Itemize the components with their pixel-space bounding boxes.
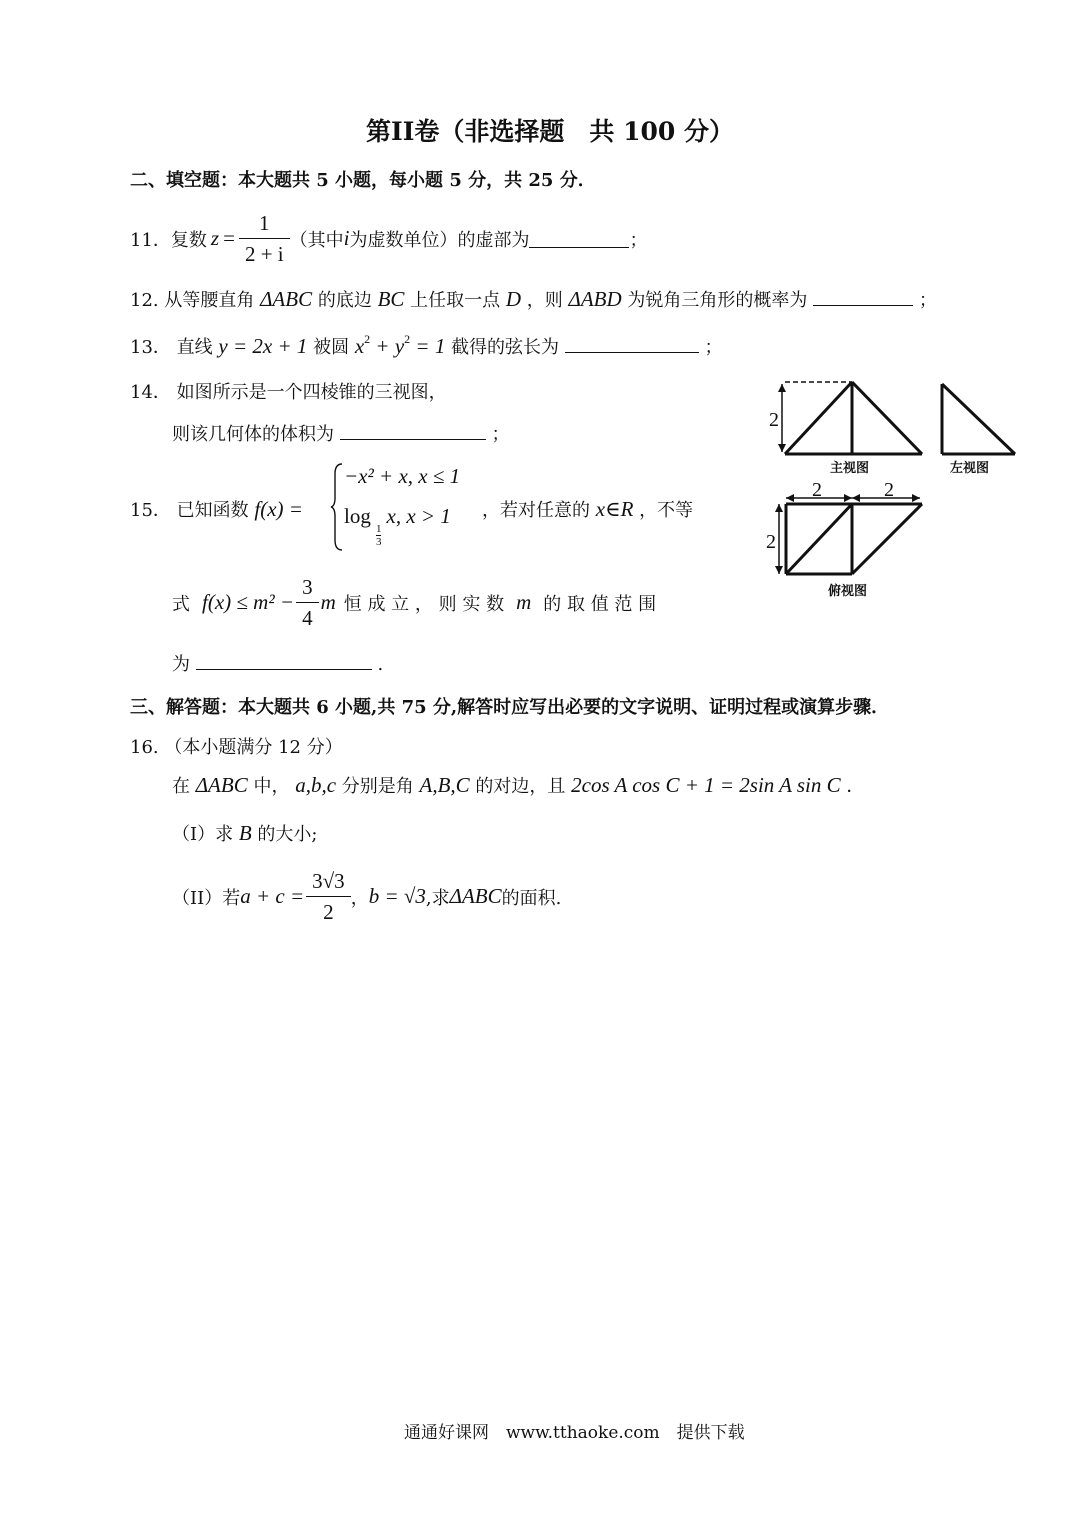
question-end: ． (846, 776, 865, 797)
question-text: 被圆 (313, 337, 350, 358)
log-base-numerator: 1 (375, 523, 382, 535)
fraction-denominator: 2 + i (244, 242, 284, 266)
question-number: 15． (130, 500, 171, 521)
question-text: 式 (172, 593, 190, 615)
math-var: m (516, 590, 532, 614)
math-var: z (210, 226, 220, 250)
question-15-line3 (172, 650, 383, 676)
fraction-numerator: 3 (296, 572, 319, 603)
question-text: 的大小; (257, 824, 318, 845)
math-var: i (343, 226, 350, 250)
question-15-line2 (172, 572, 656, 633)
arrow-down-icon (778, 444, 786, 452)
page-footer: 通通好课网 www.tthaoke.com 提供下载 (404, 1423, 745, 1443)
arrow-up-icon (775, 504, 783, 512)
math-expr: ΔABC (260, 287, 313, 311)
question-text: 直线 (176, 337, 213, 358)
question-text: 为 (172, 654, 190, 675)
math-expr: x, x > 1 (386, 504, 451, 528)
fraction (296, 572, 319, 633)
question-text: 已知函数 (176, 500, 249, 521)
fraction-numerator: 3√3 (306, 866, 351, 897)
arrow-right-icon (844, 494, 852, 502)
section2-heading: 二、填空题：本大题共 5 小题，每小题 5 分，共 25 分． (130, 170, 596, 191)
question-end: ； (629, 229, 648, 251)
top-view (775, 494, 922, 574)
question-text: （II）若 (172, 887, 241, 909)
math-expr: ΔABC (449, 884, 502, 908)
math-expr: a,b,c (295, 773, 337, 797)
question-text: 中， (253, 776, 290, 797)
top-diagonal-right (852, 504, 922, 574)
front-left-edge (785, 382, 852, 454)
fraction (306, 866, 351, 927)
question-text: 如图所示是一个四棱锥的三视图， (176, 382, 447, 403)
front-view-caption: 主视图 (830, 461, 870, 476)
question-end: ； (704, 337, 723, 358)
fraction-numerator: 1 (239, 208, 290, 239)
math-exponent: 2 (404, 332, 411, 346)
question-number: 11． (130, 229, 171, 251)
question-text: 分别是角 (341, 776, 414, 797)
math-expr: f(x) ≤ m² − (202, 590, 295, 614)
question-text: 则该几何体的体积为 (172, 424, 334, 445)
top-view-caption: 俯视图 (828, 584, 868, 599)
math-exponent: 2 (364, 332, 371, 346)
question-text: 恒 成 立 ， 则 实 数 (343, 593, 505, 615)
log-function: log (344, 504, 371, 528)
math-rhs: = 1 (410, 334, 446, 358)
math-op: = (223, 226, 235, 250)
question-text: 为虚数单位）的虚部为 (349, 229, 530, 251)
math-var: m (320, 590, 336, 614)
math-expr: 2cos A cos C + 1 = 2sin A sin C (571, 773, 841, 797)
arrow-left-icon (786, 494, 794, 502)
question-end: ； (491, 424, 510, 445)
arrow-up-icon (778, 384, 786, 392)
log-base (376, 523, 382, 548)
dim-label: 2 (766, 531, 776, 553)
question-text: ,求 (425, 887, 450, 909)
top-diagonal-left (786, 504, 852, 574)
side-hypotenuse (942, 384, 1015, 454)
math-expr (355, 334, 446, 358)
question-text: 在 (172, 776, 190, 797)
question-number: 12. (130, 290, 159, 311)
answer-blank[interactable] (813, 287, 913, 306)
question-text: ， (350, 887, 369, 909)
question-16-part2 (172, 866, 561, 927)
page-title: 第II卷（非选择题 共 100 分） (366, 117, 734, 146)
question-number: 16. (130, 737, 159, 758)
math-expr: a + c = (240, 884, 305, 908)
fraction (239, 208, 290, 269)
answer-blank[interactable] (196, 651, 372, 670)
question-number: 13． (130, 337, 171, 358)
piecewise-case-1: −x² + x, x ≤ 1 (344, 464, 461, 488)
question-number: 14． (130, 382, 171, 403)
question-16-header (130, 733, 343, 759)
section3-heading: 三、解答题：本大题共 6 小题,共 75 分,解答时应写出必要的文字说明、证明过程或演算步骤． (130, 697, 890, 718)
question-text: 的底边 (317, 290, 372, 311)
dim-label: 2 (812, 479, 822, 501)
question-text: 复数 (170, 229, 207, 251)
math-expr: D (505, 287, 522, 311)
question-text: 为锐角三角形的概率为 (627, 290, 808, 311)
fraction-denominator: 2 (323, 900, 334, 924)
question-14-line1 (130, 378, 447, 404)
arrow-down-icon (775, 566, 783, 574)
math-var: B (238, 821, 252, 845)
question-15-line1 (130, 496, 303, 522)
question-score: （本小题满分 12 分） (164, 737, 343, 758)
arrow-left-icon (852, 494, 860, 502)
dim-label: 2 (884, 479, 894, 501)
log-base-denominator: 3 (375, 536, 382, 548)
question-13 (130, 333, 723, 359)
answer-blank[interactable] (340, 421, 486, 440)
question-text: 的 取 值 范 围 (543, 593, 657, 615)
fraction-denominator: 4 (302, 606, 313, 630)
piecewise-brace (330, 462, 344, 552)
question-text: ，不等 (639, 500, 694, 521)
question-text: 截得的弦长为 (451, 337, 560, 358)
math-base: + y (370, 334, 405, 358)
front-right-edge (852, 382, 922, 454)
math-expr: BC (377, 287, 405, 311)
math-expr: A,B,C (419, 773, 470, 797)
question-15-condition (482, 496, 693, 522)
question-text: 从等腰直角 (164, 290, 255, 311)
front-view (778, 382, 922, 454)
math-base: x (354, 334, 365, 358)
arrow-right-icon (912, 494, 920, 502)
question-end: . (377, 654, 384, 675)
question-16-part1 (172, 820, 318, 846)
question-14-line2 (172, 420, 509, 446)
question-text: ，若对任意的 (482, 500, 590, 521)
dim-label: 2 (769, 409, 779, 431)
piecewise-case-2 (344, 504, 451, 548)
math-expr: ΔABD (568, 287, 622, 311)
question-end: ； (918, 290, 937, 311)
question-12 (130, 286, 937, 312)
math-expr: ΔABC (195, 773, 248, 797)
answer-blank[interactable] (565, 334, 699, 353)
math-expr: f(x) = (254, 497, 303, 521)
question-text: （其中 (289, 229, 344, 251)
answer-blank[interactable] (529, 229, 629, 248)
question-text: ，则 (526, 290, 563, 311)
question-11 (130, 208, 647, 269)
question-text: 上任取一点 (410, 290, 501, 311)
question-text: 的面积. (501, 887, 562, 909)
question-text: （Ⅰ）求 (172, 824, 234, 845)
math-expr: x∈R (595, 497, 634, 521)
side-view (942, 384, 1015, 454)
side-view-caption: 左视图 (950, 461, 990, 476)
question-text: 的对边，且 (475, 776, 566, 797)
three-view-figure (760, 374, 1030, 604)
question-16-stem (172, 772, 864, 798)
math-expr: y = 2x + 1 (218, 334, 308, 358)
math-expr: b = √3 (368, 884, 426, 908)
